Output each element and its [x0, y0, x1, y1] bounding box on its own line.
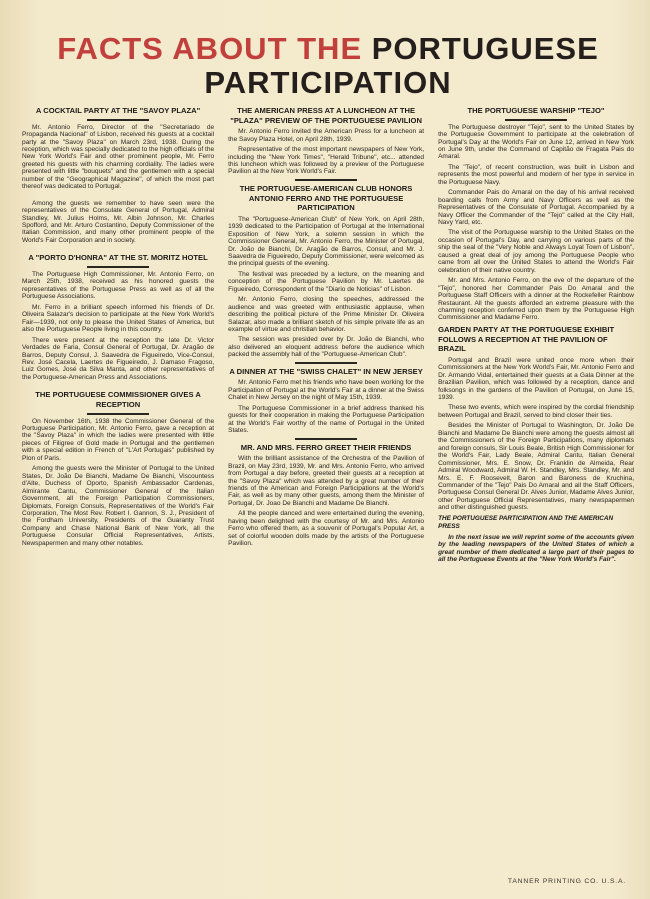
- article-heading: A "PORTO D'HONRA" AT THE ST. MORITZ HOTEL: [28, 253, 208, 263]
- article-swiss-chalet-dinner: [228, 367, 424, 435]
- article-participation-press: [438, 515, 634, 564]
- article-heading: THE PORTUGUESE COMMISSIONER GIVES A RECEPTION: [35, 390, 201, 409]
- article-paragraph: All the people danced and were entertained during the evening, having been delighted with the courtesy of Mr. and Mrs. Antonio Ferro who offered them, as a souvenir of Portugal's Popular Art, a set of colorful wooden dolls made by the artists of the Portuguese Pavilion.: [228, 510, 425, 548]
- article-paragraph: The Portuguese destroyer "Tejo", sent to the United States by the Portuguese Government to participate at the celebration of Portugal's Day at the World's Fair on June 12, arrived in New York on June 9th, under the Command of Capitão de Fragata Pais do Amaral.: [438, 123, 635, 161]
- heading-rule: [87, 266, 149, 268]
- article-porto-dhonra: [22, 253, 214, 381]
- article-heading: THE PORTUGUESE PARTICIPATION AND THE AMERICAN PRESS: [438, 514, 614, 530]
- article-paragraph: Mr. Antonio Ferro, Director of the "Secretariado de Propaganda Nacional" of Lisbon, received his guests at a cocktail party at the "Savoy Plaza" on March 23rd, 1938. During the reception, which was specially dedicated to the high officials of the New York World's Fair and other prominent people, Mr. Ferro greeted his guests with his charming cordiality. The ladies were presented with little "bouquets" and the gentlemen with a special number of the "Geographical Magazine", of which the most part thereof was dedicated to Portugal.: [22, 123, 215, 191]
- article-paragraph: The session was presided over by Dr. João de Bianchi, who also delivered an eloquent address before the audience which packed the assembly hall of the "Portuguese-American Club".: [228, 336, 425, 359]
- article-paragraph: The Portuguese Commissioner in a brief address thanked his guests for their cooperation in making the Portuguese Participation at the World's Fair worthy of the name of Portugal in the United States.: [228, 404, 425, 435]
- article-paragraph: Mr. and Mrs. Antonio Ferro, on the eve of the departure of the "Tejo", honored her Commander Pais Do Amaral and the Portuguese Staff Officers with a dinner at the Rockefeller Rainbow Restaurant. All the guests afforded an extreme pleasure with the charming reception conferred upon them by the Portuguese High Commissioner and Madame Ferro.: [438, 277, 635, 322]
- section-divider: [295, 438, 357, 440]
- article-heading: THE PORTUGUESE WARSHIP "TEJO": [467, 106, 605, 115]
- article-paragraph: The "Tejo", of recent construction, was built in Lisbon and represents the most powerful and modern of her type in service in the Portuguese Navy.: [438, 163, 635, 186]
- article-heading: THE PORTUGUESE-AMERICAN CLUB HONORS ANTONIO FERRO AND THE PORTUGUESE PARTICIPATION: [239, 183, 413, 213]
- article-paragraph: The Portuguese High Commissioner, Mr. Antonio Ferro, on March 25th, 1938, received as his honored guests the representatives of the Portuguese Press as well as of all the Portuguese Associations.: [22, 270, 215, 301]
- article-heading: GARDEN PARTY AT THE PORTUGUESE EXHIBIT FOLLOWS A RECEPTION AT THE PAVILION OF BRAZIL: [438, 324, 615, 354]
- article-portuguese-american-club: [228, 184, 424, 359]
- article-paragraph: The festival was preceded by a lecture, on the meaning and conception of the Portuguese Pavilion by Mr. Laertes de Figueiredo, Correspondent of the "Diario de Noticias" of Lisbon.: [228, 270, 425, 293]
- column-2: [228, 106, 424, 567]
- article-columns: [22, 106, 634, 567]
- article-american-press-luncheon: [228, 106, 424, 176]
- article-paragraph: Mr. Antonio Ferro invited the American Press for a luncheon at the Savoy Plaza Hotel, on April 28th, 1939.: [228, 128, 425, 143]
- article-paragraph: Besides the Minister of Portugal to Washington, Dr. João De Bianchi and Madame De Bianchi were among the guests almost all the Commissioners of the Foreign Participations, many diplomats and foreign consuls, Sir Louis Beale, British High Commissioner for the World's Fair, Lady Beale, Admiral Cantu, Italian General Commissioner, Mrs. E. Snow, Dr. Franklin de Almeida, Rear Admiral Woodward, Admiral W. H. Standley, Mrs. Standley, Mr. and Mrs. E. F. Roosevelt, Baron and Baroness de Kruchina, Commander of the "Tejo" Pais Do Amaral and all the Staff Officers, Portuguese Consul General Dr. Alves Junior, Madame Alves Junior, other Portuguese Official Representatives, many newspapermen and other distinguished guests.: [438, 422, 635, 512]
- heading-rule: [87, 413, 149, 415]
- page-title: [22, 0, 634, 100]
- article-garden-party: [438, 325, 634, 512]
- article-paragraph: In the next issue we will reprint some of the accounts given by the leading newspapers of the United States of which a great number of them dedicated a large part of their pages to all the Portuguese Events at the "New York World's Fair".: [438, 533, 635, 564]
- article-paragraph: Mr. Ferro in a brilliant speech informed his friends of Dr. Oliveira Salazar's decision to participate at the New York World's Fair—1939, not only to please the United States of America, but also the Portuguese People living in this country.: [22, 303, 215, 334]
- article-paragraph: The "Portuguese-American Club" of New York, on April 28th, 1939 dedicated to the Participation of Portugal at the International Exposition of New York, a solemn session in which the Commissioner General, Mr. Antonio Ferro, the Minister of Portugal, Dr. João de Bianchi, Dr. Aragão de Barros, Consul, and Mr. J. Saavedra de Figueiredo, Deputy Commissioner, were welcomed as the principal guests of the evening.: [228, 215, 425, 268]
- column-1: [22, 106, 214, 567]
- article-cocktail-party: [22, 106, 214, 244]
- article-paragraph: There were present at the reception the late Dr. Victor Verdades de Faria, Consul General of Portugal, Dr. Aragão de Barros, Deputy Consul, J. Saavedra de Figueiredo, Vice-Consul, Rev. José Cacela, Laertes de Figueiredo, J. Damaso Fragoso, Luiz Gomes, José da Silva Manta, and other representatives of the Portuguese-American Press and Associations.: [22, 336, 215, 381]
- article-paragraph: Mr. Antonio Ferro met his friends who have been working for the Participation of Portugal at the World's Fair at a dinner at the Swiss Chalet in New Jersey on the night of May 15th, 1939.: [228, 379, 425, 402]
- article-heading: MR. AND MRS. FERRO GREET THEIR FRIENDS: [240, 442, 412, 452]
- section-divider: [295, 179, 357, 181]
- column-3: [438, 106, 634, 567]
- article-paragraph: With the brilliant assistance of the Orchestra of the Pavilion of Brazil, on May 23rd, 1939, Mr. and Mrs. Antonio Ferro, who arrived from Portugal a day before, greeted their guests at a reception at the "Savoy Plaza" which was attended by a great number of their friends of the American and Foreign Participations at the World's Fair, as well as by many other guests, among them the Minister of Portugal, Dr. Joao De Bianchi and Madame De Bianchi.: [228, 455, 425, 507]
- article-paragraph: Among the guests were the Minister of Portugal to the United States, Dr. João De Bianchi, Madame De Bianchi, Viscountess d'Alte, Duchess of Oporto, Spanish Ambassador Cardenas, Almirante Cantu, Commissioner General of the Italian Government, all the Foreign Participation Commissioners, Diplomats, Foreign Consuls, Representatives of the World's Fair Corporation, The Most Rev. Robert I. Gannon, S. J., President of the Fordham University, Presidents of the Guaranty Trust Company and Chase National Bank of New York, all the Portuguese Consular Official Representatives, Artists, Newspapermen and many other notables.: [22, 465, 215, 547]
- article-heading: A DINNER AT THE "SWISS CHALET" IN NEW JERSEY: [229, 366, 423, 376]
- article-warship-tejo: [438, 106, 634, 322]
- article-paragraph: Commander Pais do Amaral on the day of his arrival received boarding calls from Army and Navy Officers as well as the Representatives of the Consulate of Portugal. Accompanied by a Navy Officer the Commander of the "Tejo" called at the City Hall, Navy Yard, etc.: [438, 189, 635, 227]
- article-heading: THE AMERICAN PRESS AT A LUNCHEON AT THE "PLAZA" PREVIEW OF THE PORTUGUESE PAVILION: [230, 106, 422, 125]
- article-heading: A COCKTAIL PARTY AT THE "SAVOY PLAZA": [35, 106, 201, 115]
- title-line-2: PARTICIPATION: [204, 65, 452, 100]
- heading-rule: [87, 119, 149, 121]
- article-paragraph: These two events, which were inspired by the cordial friendship between Portugal and Brazil, served to bind closer their ties.: [438, 404, 635, 419]
- article-paragraph: Mr. Antonio Ferro, closing the speeches, addressed the audience and was greeted with enthusiastic applause, when describing the political picture of the Prime Minister Dr. Oliveira Salazar, also made a brilliant sketch of his simple private life as an example of virtue and christian behavior.: [228, 296, 425, 334]
- article-paragraph: The visit of the Portuguese warship to the United States on the occasion of Portugal's Day, and carrying on various parts of the ship the seal of the "Very Noble and Always Loyal Town of Lisbon", caused a great deal of joy among the Portuguese People who came from all over the United States to attend the World's Fair celebration of their native country.: [438, 229, 635, 274]
- article-paragraph: Portugal and Brazil were united once more when their Commissioners at the New York World's Fair, Mr. Antonio Ferro and Dr. Armando Vidal, entertained their guests at a Gala Dinner at the Brazilian Pavilion, which was followed by a reception, dance and folksongs in the gardens of the Pavilion of Portugal, on June 15, 1939.: [438, 356, 635, 401]
- heading-rule: [505, 119, 567, 121]
- section-divider: [295, 362, 357, 364]
- printer-credit: TANNER PRINTING CO. U.S.A.: [507, 878, 626, 885]
- article-commissioner-reception: [22, 390, 214, 547]
- article-ferro-greet-friends: [228, 443, 424, 548]
- article-paragraph: Representative of the most important newspapers of New York, including the "New York Times", "Herald Tribune", etc... attended this luncheon which was followed by a preview of the Portuguese Pavilion at the New York World's Fair.: [228, 146, 425, 176]
- title-line-1: FACTS ABOUT THE PORTUGUESE: [57, 31, 599, 66]
- article-paragraph: Among the guests we remember to have seen were the representatives of the Consulate General of Portugal, Admiral Standley, Mr. Julius Holms, Mr. Albin Johnson, Mr. Charles Spofford, and Mr. Arturo Costantino, Deputy Commissioner of the Italian Commission, and many other prominent people of the World's Fair Corporation and in society.: [22, 199, 215, 244]
- article-paragraph: On November 16th, 1938 the Commissioner General of the Portuguese Participation, Mr. Antonio Ferro, gave a reception at the "Savoy Plaza" in which the ladies were presented with little pieces of Filigree of Gold made in Portugal and the gentlemen with a special edition in French of "L'Art Portugais" published by Plon of Paris.: [22, 417, 215, 462]
